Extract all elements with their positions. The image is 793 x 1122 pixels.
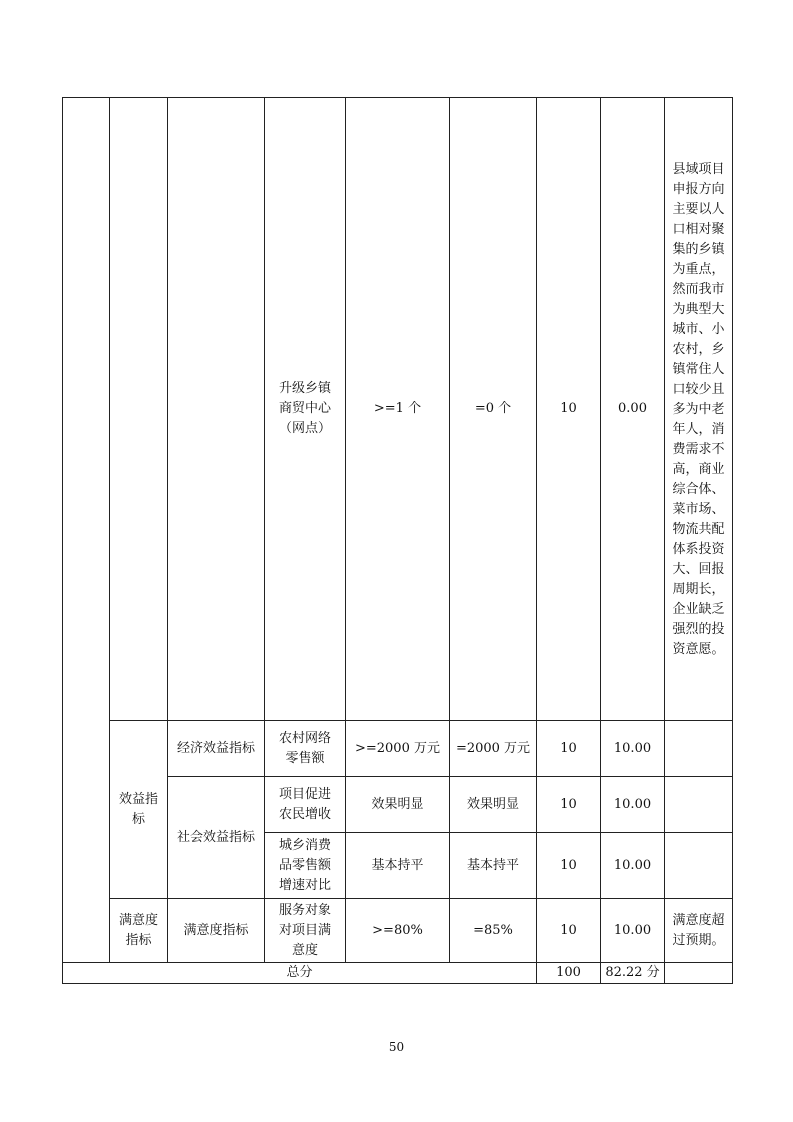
social-sub-cell: 社会效益指标 — [168, 777, 265, 899]
weight-cell: 10 — [537, 899, 601, 963]
indicator-cell: 升级乡镇商贸中心（网点） — [265, 98, 346, 721]
total-remark-cell — [665, 963, 733, 984]
table-row-economic — [63, 721, 733, 777]
score-cell: 10.00 — [601, 721, 665, 777]
performance-table — [62, 97, 733, 984]
target-cell: >=2000 万元 — [346, 721, 450, 777]
indicator-cell: 服务对象对项目满意度 — [265, 899, 346, 963]
satisfaction-group-cell: 满意度指标 — [110, 899, 168, 963]
weight-cell: 10 — [537, 833, 601, 899]
page-number: 50 — [388, 1040, 405, 1054]
target-cell: >=1 个 — [346, 98, 450, 721]
remark-cell: 县域项目申报方向主要以人口相对聚集的乡镇为重点，然而我市为典型大城市、小农村，乡镇常住人口较少且多为中老年人，消费需求不高，商业综合体、菜市场、物流共配体系投资大、回报周期长，企业缺乏强烈的投资意愿。 — [665, 98, 733, 721]
indicator-cell: 项目促进农民增收 — [265, 777, 346, 833]
total-score-cell: 82.22 分 — [601, 963, 665, 984]
total-label-cell: 总分 — [63, 963, 537, 984]
weight-cell: 10 — [537, 98, 601, 721]
table-row-total — [63, 963, 733, 984]
weight-cell: 10 — [537, 777, 601, 833]
total-weight-cell: 100 — [537, 963, 601, 984]
actual-cell: =85% — [450, 899, 537, 963]
economic-sub-cell: 经济效益指标 — [168, 721, 265, 777]
actual-cell: 基本持平 — [450, 833, 537, 899]
target-cell: >=80% — [346, 899, 450, 963]
actual-cell: =2000 万元 — [450, 721, 537, 777]
group-cell-empty — [110, 98, 168, 721]
target-cell: 基本持平 — [346, 833, 450, 899]
remark-cell — [665, 721, 733, 777]
table-row-upgrade-center — [63, 98, 733, 721]
sub-cell-empty — [168, 98, 265, 721]
actual-cell: 效果明显 — [450, 777, 537, 833]
table-row-satisfaction — [63, 899, 733, 963]
score-cell: 10.00 — [601, 777, 665, 833]
indicator-cell: 城乡消费品零售额增速对比 — [265, 833, 346, 899]
score-cell: 0.00 — [601, 98, 665, 721]
category-cell-empty — [63, 98, 110, 963]
target-cell: 效果明显 — [346, 777, 450, 833]
remark-cell — [665, 777, 733, 833]
satisfaction-sub-cell: 满意度指标 — [168, 899, 265, 963]
indicator-cell: 农村网络零售额 — [265, 721, 346, 777]
score-cell: 10.00 — [601, 833, 665, 899]
remark-cell: 满意度超过预期。 — [665, 899, 733, 963]
score-cell: 10.00 — [601, 899, 665, 963]
benefit-group-cell: 效益指标 — [110, 721, 168, 899]
remark-cell — [665, 833, 733, 899]
weight-cell: 10 — [537, 721, 601, 777]
actual-cell: =0 个 — [450, 98, 537, 721]
